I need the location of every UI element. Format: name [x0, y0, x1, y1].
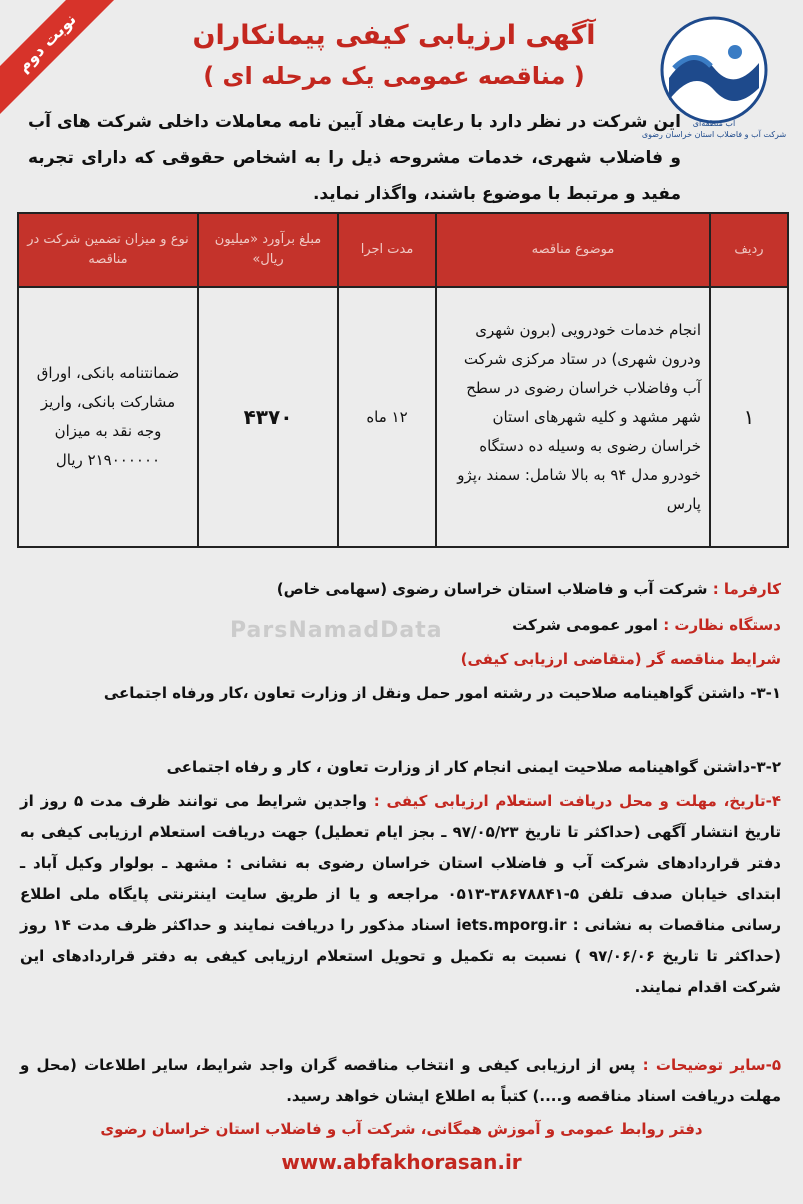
header-duration: مدت اجرا	[338, 213, 436, 287]
header-row-number: ردیف	[710, 213, 788, 287]
conditions-label: شرایط مناقصه گر (متقاضی ارزیابی کیفی)	[460, 650, 781, 668]
employer-label: کارفرما :	[712, 580, 781, 598]
cell-duration: ۱۲ ماه	[338, 287, 436, 547]
section-4	[20, 786, 781, 1003]
section-4-text: واجدین شرایط می توانند ظرف مدت ۵ روز از تاریخ انتشار آگهی (حداکثر تا تاریخ ۹۷/۰۵/۲۳ ـ بجز ایام تعطیل) جهت دریافت استعلام ارزیابی کیفی به دفتر قراردادهای شرکت آب و فاضلاب استان خراسان رضوی به نشانی : مشهد ـ بولوار وکیل آباد ـ ابتدای خیابان صدف تلفن ۵-۳۸۶۷۸۸۴۱-۰۵۱۳ مراجعه و یا از طریق سایت اینترنتی پایگاه ملی اطلاع رسانی مناقصات به نشانی : iets.mporg.ir اسناد مذکور را دریافت نمایند و حداکثر ظرف مدت ۱۴ روز (حداکثر تا تاریخ ۹۷/۰۶/۰۶ ) نسبت به تکمیل و تحویل استعلام ارزیابی کیفی به دفتر قراردادهای این شرکت اقدام نمایند.	[20, 792, 782, 996]
condition-item-1: ۳-۱- داشتن گواهینامه صلاحیت در رشته امور حمل ونقل از وزارت تعاون ،کار ورفاه اجتماعی	[103, 684, 781, 702]
section-4-label: ۴-تاریخ، مهلت و محل دریافت استعلام ارزیابی کیفی :	[373, 792, 782, 810]
cell-topic: انجام خدمات خودرویی (برون شهری ودرون شهری) در ستاد مرکزی شرکت آب وفاضلاب خراسان رضوی در سطح شهر مشهد و کلیه شهرهای استان خراسان رضوی به وسیله ده دستگاه خودرو مدل ۹۴ به بالا شامل: سمند ،پژو پارس	[436, 287, 710, 547]
second-round-ribbon: نوبت دوم	[0, 0, 119, 115]
tender-table	[17, 212, 789, 548]
employer-line	[20, 574, 781, 605]
condition-item-2: ۳-۲-داشتن گواهینامه صلاحیت ایمنی انجام کار از وزارت تعاون ، کار و رفاه اجتماعی	[166, 758, 781, 776]
section-5	[20, 1050, 781, 1112]
header-guarantee: نوع و میزان تضمین شرکت در مناقصه	[18, 213, 198, 287]
intro-paragraph: این شرکت در نظر دارد با رعایت مفاد آیین نامه معاملات داخلی شرکت های آب و فاضلاب شهری، خدمات مشروحه ذیل را به اشخاص حقوقی که دارای تجربه مفید و مرتبط با موضوع باشند، واگذار نماید.	[28, 112, 681, 204]
table-header-row	[18, 213, 788, 287]
header-topic: موضوع مناقصه	[436, 213, 710, 287]
cell-row-number: ۱	[710, 287, 788, 547]
watermark: ParsNamadData	[230, 618, 443, 643]
ad-subtitle: ( مناقصه عمومی یک مرحله ای )	[203, 62, 585, 90]
ad-title: آگهی ارزیابی کیفی پیمانکاران	[192, 20, 596, 51]
table-row	[18, 287, 788, 547]
header-budget: مبلغ برآورد «میلیون ریال»	[198, 213, 338, 287]
footer-website[interactable]: www.abfakhorasan.ir	[281, 1150, 522, 1174]
supervisor-value: امور عمومی شرکت	[512, 616, 658, 634]
employer-value: شرکت آب و فاضلاب استان خراسان رضوی (سهامی خاص)	[276, 580, 708, 598]
cell-budget: ۴۳۷۰	[198, 287, 338, 547]
supervisor-label: دستگاه نظارت :	[663, 616, 781, 634]
logo-caption: آب منطقه‌ای شرکت آب و فاضلاب استان خراسان رضوی	[641, 119, 787, 139]
footer-office: دفتر روابط عمومی و آموزش همگانی، شرکت آب و فاضلاب استان خراسان رضوی	[100, 1120, 703, 1138]
section-5-label: ۵-سایر توضیحات :	[642, 1056, 782, 1074]
section-5-text: پس از ارزیابی کیفی و انتخاب مناقصه گران واجد شرایط، سایر اطلاعات (محل و مهلت دریافت اسناد مناقصه و....) کتباً به اطلاع ایشان خواهد رسید.	[20, 1056, 781, 1105]
cell-guarantee: ضمانتنامه بانکی، اوراق مشارکت بانکی، واریز وجه نقد به میزان ۲۱۹۰۰۰۰۰۰ ریال	[18, 287, 198, 547]
